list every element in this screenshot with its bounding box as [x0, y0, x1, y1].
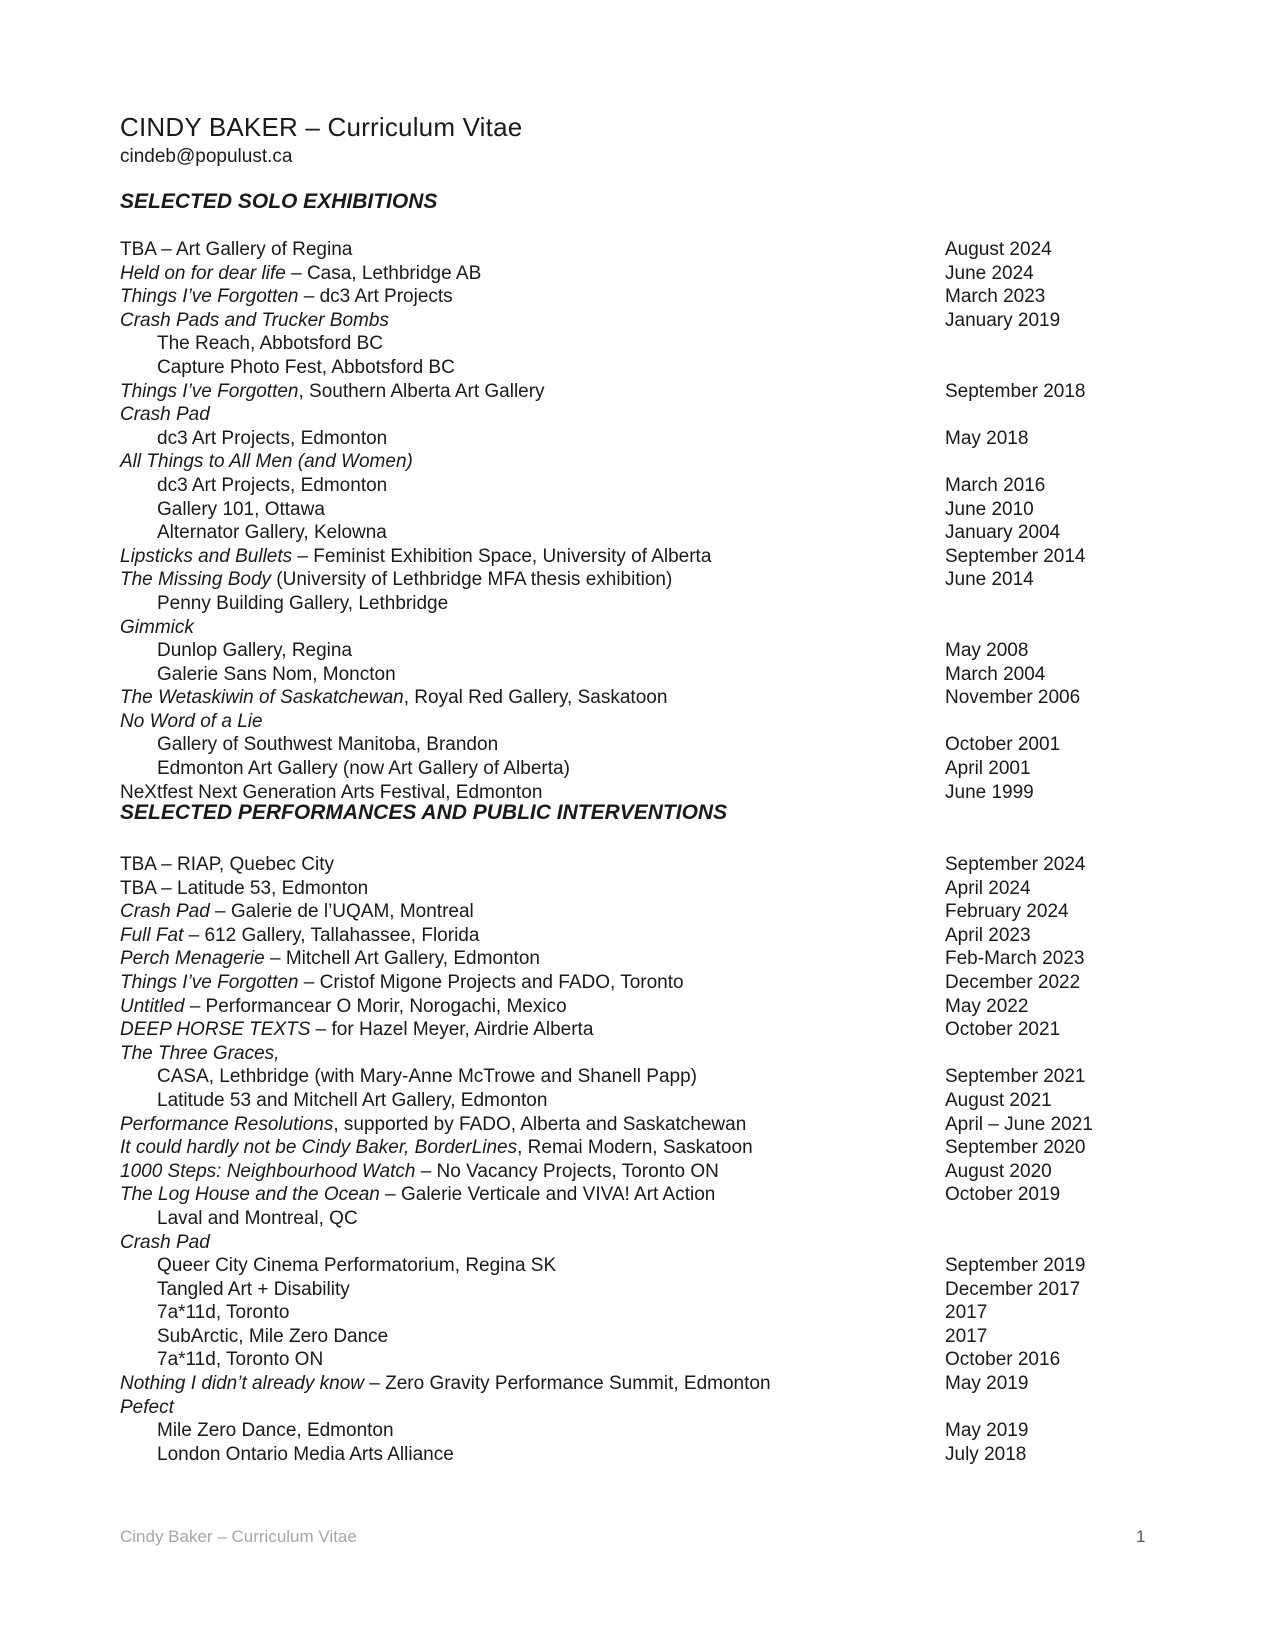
entry-date: May 2018: [945, 427, 1029, 449]
entry-venue: dc3 Art Projects, Edmonton: [157, 427, 388, 449]
entry-text: [157, 1278, 350, 1302]
entry-date: June 2010: [945, 498, 1034, 520]
entry-title: Gimmick: [120, 616, 194, 638]
entry-text: [120, 450, 413, 474]
entry-text: [120, 686, 667, 710]
entry-venue: dc3 Art Projects, Edmonton: [157, 474, 388, 496]
entry-text: [120, 924, 479, 948]
cv-entry: [120, 1301, 1120, 1325]
document-title: CINDY BAKER – Curriculum Vitae: [120, 112, 523, 142]
entry-date: April 2001: [945, 758, 1031, 780]
entry-text: [120, 545, 711, 569]
entry-venue: 7a*11d, Toronto: [157, 1302, 290, 1324]
entry-venue: The Reach, Abbotsford BC: [157, 333, 384, 355]
cv-entry: [120, 1325, 1120, 1349]
entry-text: [120, 900, 474, 924]
entry-title: The Wetaskiwin of Saskatchewan: [120, 687, 404, 709]
entry-venue: Laval and Montreal, QC: [157, 1207, 358, 1229]
entry-venue: Tangled Art + Disability: [157, 1278, 350, 1300]
entry-venue: – Cristof Migone Projects and FADO, Toronto: [298, 971, 684, 993]
cv-entry: [120, 853, 1120, 877]
entry-title: Perch Menagerie: [120, 948, 265, 970]
cv-entry: [120, 1443, 1120, 1467]
entry-venue: CASA, Lethbridge (with Mary-Anne McTrowe and Shanell Papp): [157, 1066, 697, 1088]
entry-date: April 2023: [945, 924, 1031, 946]
entry-venue: – 612 Gallery, Tallahassee, Florida: [183, 924, 480, 946]
cv-entry: [120, 924, 1120, 948]
entry-date: August 2020: [945, 1160, 1052, 1182]
entry-venue: Dunlop Gallery, Regina: [157, 640, 353, 662]
entry-date: August 2024: [945, 239, 1052, 260]
entry-venue: – Galerie Verticale and VIVA! Art Action: [379, 1184, 716, 1206]
entry-venue: Gallery 101, Ottawa: [157, 498, 325, 520]
entry-text: [157, 521, 387, 545]
cv-entry: [120, 733, 1120, 757]
entry-text: [120, 403, 210, 427]
entry-text: [157, 1325, 388, 1349]
entry-date: 2017: [945, 1302, 988, 1324]
cv-entry: [120, 1207, 1120, 1231]
entry-title: Crash Pad: [120, 1231, 210, 1253]
entry-text: [120, 1396, 174, 1420]
entry-date: March 2016: [945, 474, 1046, 496]
entry-venue: – Performancear O Morir, Norogachi, Mexico: [184, 995, 567, 1017]
entry-date: September 2020: [945, 1137, 1086, 1159]
cv-entry: [120, 332, 1120, 356]
cv-entry: [120, 474, 1120, 498]
entry-venue: TBA – RIAP, Quebec City: [120, 854, 335, 875]
entry-text: [157, 332, 383, 356]
entry-venue: 7a*11d, Toronto ON: [157, 1349, 324, 1371]
cv-entry: [120, 1231, 1120, 1255]
entry-text: [120, 285, 453, 309]
entry-venue: Alternator Gallery, Kelowna: [157, 522, 387, 544]
cv-entry: [120, 663, 1120, 687]
entry-date: January 2019: [945, 309, 1061, 331]
entry-venue: Edmonton Art Gallery (now Art Gallery of Alberta): [157, 758, 570, 780]
entry-venue: Mile Zero Dance, Edmonton: [157, 1420, 394, 1442]
entry-text: [120, 380, 545, 404]
entry-text: [120, 853, 334, 877]
entry-text: [120, 1018, 593, 1042]
entry-venue: , Remai Modern, Saskatoon: [517, 1137, 753, 1159]
cv-entry: [120, 1065, 1120, 1089]
entry-venue: – Casa, Lethbridge AB: [285, 262, 482, 284]
cv-entry: [120, 686, 1120, 710]
entry-venue: – No Vacancy Projects, Toronto ON: [415, 1160, 719, 1182]
entry-text: [157, 1254, 556, 1278]
entry-text: [120, 710, 263, 734]
entry-venue: – Mitchell Art Gallery, Edmonton: [264, 948, 540, 970]
entry-date: September 2019: [945, 1255, 1086, 1277]
entry-text: [120, 1183, 715, 1207]
section-heading-performances: SELECTED PERFORMANCES AND PUBLIC INTERVENTIONS: [120, 801, 728, 824]
entry-date: Feb-March 2023: [945, 948, 1085, 970]
entry-date: May 2008: [945, 640, 1029, 662]
entry-date: October 2021: [945, 1019, 1061, 1041]
cv-entry: [120, 900, 1120, 924]
entry-date: May 2022: [945, 995, 1029, 1017]
entry-date: May 2019: [945, 1373, 1029, 1395]
cv-entry: [120, 1136, 1120, 1160]
cv-entry: [120, 262, 1120, 286]
entry-title: Held on for dear life: [120, 262, 286, 284]
entry-date: March 2004: [945, 663, 1046, 685]
entry-title: Lipsticks and Bullets: [120, 545, 293, 567]
entry-date: November 2006: [945, 687, 1081, 709]
entry-text: [157, 1348, 323, 1372]
entry-date: September 2014: [945, 545, 1086, 567]
cv-entry: [120, 616, 1120, 640]
entry-venue: NeXtfest Next Generation Arts Festival, Edmonton: [120, 781, 543, 803]
cv-entry: [120, 947, 1120, 971]
cv-entry: [120, 450, 1120, 474]
cv-entry: [120, 545, 1120, 569]
entry-venue: – Galerie de l’UQAM, Montreal: [209, 901, 474, 923]
entry-text: [120, 309, 389, 333]
cv-entry: [120, 592, 1120, 616]
entry-text: [157, 1419, 394, 1443]
cv-entry: [120, 521, 1120, 545]
entry-date: September 2018: [945, 380, 1086, 402]
entry-date: January 2004: [945, 522, 1061, 544]
entry-date: February 2024: [945, 901, 1069, 923]
entry-text: [120, 947, 540, 971]
cv-entry: [120, 1089, 1120, 1113]
entry-text: [120, 1372, 771, 1396]
entry-text: [120, 1160, 719, 1184]
cv-entry: [120, 498, 1120, 522]
entry-venue: , supported by FADO, Alberta and Saskatchewan: [333, 1113, 747, 1135]
entry-date: October 2019: [945, 1184, 1061, 1206]
section-heading-solo-exhibitions: SELECTED SOLO EXHIBITIONS: [120, 190, 438, 213]
entry-title: Crash Pad: [120, 404, 210, 426]
entry-date: 2017: [945, 1325, 988, 1347]
cv-entry: [120, 1372, 1120, 1396]
entry-text: [157, 474, 387, 498]
cv-entry: [120, 285, 1120, 309]
entry-title: No Word of a Lie: [120, 710, 263, 732]
cv-entry: [120, 1113, 1120, 1137]
entry-title: The Log House and the Ocean: [120, 1184, 380, 1206]
entry-title: Nothing I didn’t already know: [120, 1373, 364, 1395]
entry-text: [157, 356, 455, 380]
entry-date: August 2021: [945, 1089, 1052, 1111]
entry-venue: – for Hazel Meyer, Airdrie Alberta: [310, 1019, 594, 1041]
entry-title: Crash Pad: [120, 901, 210, 923]
entry-text: [120, 1113, 746, 1137]
cv-entry: [120, 877, 1120, 901]
cv-entry: [120, 639, 1120, 663]
entry-date: April – June 2021: [945, 1113, 1093, 1135]
entry-text: [120, 995, 567, 1019]
entry-text: [157, 1065, 697, 1089]
entry-venue: London Ontario Media Arts Alliance: [157, 1443, 454, 1465]
cv-entry: [120, 1278, 1120, 1302]
entry-date: May 2019: [945, 1420, 1029, 1442]
entry-date: June 1999: [945, 781, 1034, 803]
entry-date: March 2023: [945, 286, 1046, 308]
cv-entry: [120, 757, 1120, 781]
entry-venue: Galerie Sans Nom, Moncton: [157, 663, 396, 685]
entry-date: December 2017: [945, 1278, 1081, 1300]
entry-title: Things I’ve Forgotten: [120, 380, 299, 402]
entry-venue: Queer City Cinema Performatorium, Regina SK: [157, 1255, 557, 1277]
cv-entry: [120, 995, 1120, 1019]
entry-text: [120, 1231, 210, 1255]
entry-date: October 2016: [945, 1349, 1061, 1371]
entry-title: It could hardly not be Cindy Baker, BorderLines: [120, 1137, 518, 1159]
entry-date: October 2001: [945, 734, 1061, 756]
entry-venue: – dc3 Art Projects: [298, 286, 453, 308]
entry-text: [120, 238, 352, 262]
entry-title: Crash Pads and Trucker Bombs: [120, 309, 389, 331]
entry-title: Things I’ve Forgotten: [120, 286, 299, 308]
entry-venue: TBA – Art Gallery of Regina: [120, 239, 353, 260]
entry-text: [157, 1301, 289, 1325]
entry-title: All Things to All Men (and Women): [120, 451, 413, 473]
entry-venue: (University of Lethbridge MFA thesis exhibition): [276, 569, 673, 591]
cv-entry: [120, 1396, 1120, 1420]
entry-date: April 2024: [945, 877, 1031, 899]
cv-entry: [120, 427, 1120, 451]
footer-document-name: Cindy Baker – Curriculum Vitae: [120, 1527, 357, 1546]
entry-text: [157, 427, 387, 451]
cv-entry: [120, 380, 1120, 404]
entry-title: Performance Resolutions: [120, 1113, 334, 1135]
entry-text: [157, 1089, 547, 1113]
cv-entry: [120, 356, 1120, 380]
contact-email: cindeb@populust.ca: [120, 146, 293, 167]
entry-venue: Capture Photo Fest, Abbotsford BC: [157, 356, 455, 378]
entry-venue: – Feminist Exhibition Space, University of Alberta: [292, 545, 712, 567]
entry-date: June 2014: [945, 569, 1034, 591]
cv-entry: [120, 568, 1120, 592]
entry-title: 1000 Steps: Neighbourhood Watch: [120, 1160, 416, 1182]
cv-entry: [120, 1042, 1120, 1066]
entry-text: [157, 757, 570, 781]
entry-text: [157, 592, 448, 616]
entry-venue: , Royal Red Gallery, Saskatoon: [403, 687, 668, 709]
cv-entry: [120, 309, 1120, 333]
entry-venue: SubArctic, Mile Zero Dance: [157, 1325, 389, 1347]
performances-list: [120, 853, 1120, 1466]
cv-entry: [120, 710, 1120, 734]
entry-text: [120, 568, 672, 592]
entry-title: The Missing Body: [120, 569, 277, 591]
entry-text: [120, 1136, 753, 1160]
entry-title: The Three Graces,: [120, 1042, 280, 1064]
cv-entry: [120, 1348, 1120, 1372]
entry-title: Untitled: [120, 995, 185, 1017]
entry-venue: Gallery of Southwest Manitoba, Brandon: [157, 734, 499, 756]
cv-entry: [120, 1160, 1120, 1184]
entry-date: July 2018: [945, 1443, 1027, 1465]
entry-title: Full Fat: [120, 924, 184, 946]
entry-date: September 2021: [945, 1066, 1086, 1088]
entry-text: [157, 639, 352, 663]
entry-title: DEEP HORSE TEXTS: [120, 1019, 311, 1041]
entry-date: December 2022: [945, 971, 1081, 993]
cv-entry: [120, 1254, 1120, 1278]
entry-venue: TBA – Latitude 53, Edmonton: [120, 877, 369, 899]
entry-title: Things I’ve Forgotten: [120, 971, 299, 993]
entry-text: [120, 262, 481, 286]
entry-text: [157, 1443, 454, 1467]
page-number: 1: [1136, 1527, 1146, 1546]
entry-text: [120, 616, 194, 640]
entry-text: [157, 663, 396, 687]
entry-text: [157, 1207, 358, 1231]
cv-entry: [120, 403, 1120, 427]
entry-title: Pefect: [120, 1396, 174, 1418]
entry-text: [120, 971, 684, 995]
cv-entry: [120, 971, 1120, 995]
entry-date: June 2024: [945, 262, 1034, 284]
entry-text: [120, 1042, 279, 1066]
cv-entry: [120, 1183, 1120, 1207]
entry-text: [157, 733, 498, 757]
cv-entry: [120, 1419, 1120, 1443]
entry-text: [120, 877, 368, 901]
entry-venue: – Zero Gravity Performance Summit, Edmonton: [363, 1373, 771, 1395]
entry-venue: Latitude 53 and Mitchell Art Gallery, Edmonton: [157, 1089, 548, 1111]
cv-entry: [120, 1018, 1120, 1042]
entry-text: [157, 498, 325, 522]
cv-entry: [120, 238, 1120, 262]
entry-venue: , Southern Alberta Art Gallery: [298, 380, 545, 402]
entry-date: September 2024: [945, 854, 1086, 875]
entry-venue: Penny Building Gallery, Lethbridge: [157, 592, 449, 614]
solo-exhibitions-list: [120, 238, 1120, 804]
